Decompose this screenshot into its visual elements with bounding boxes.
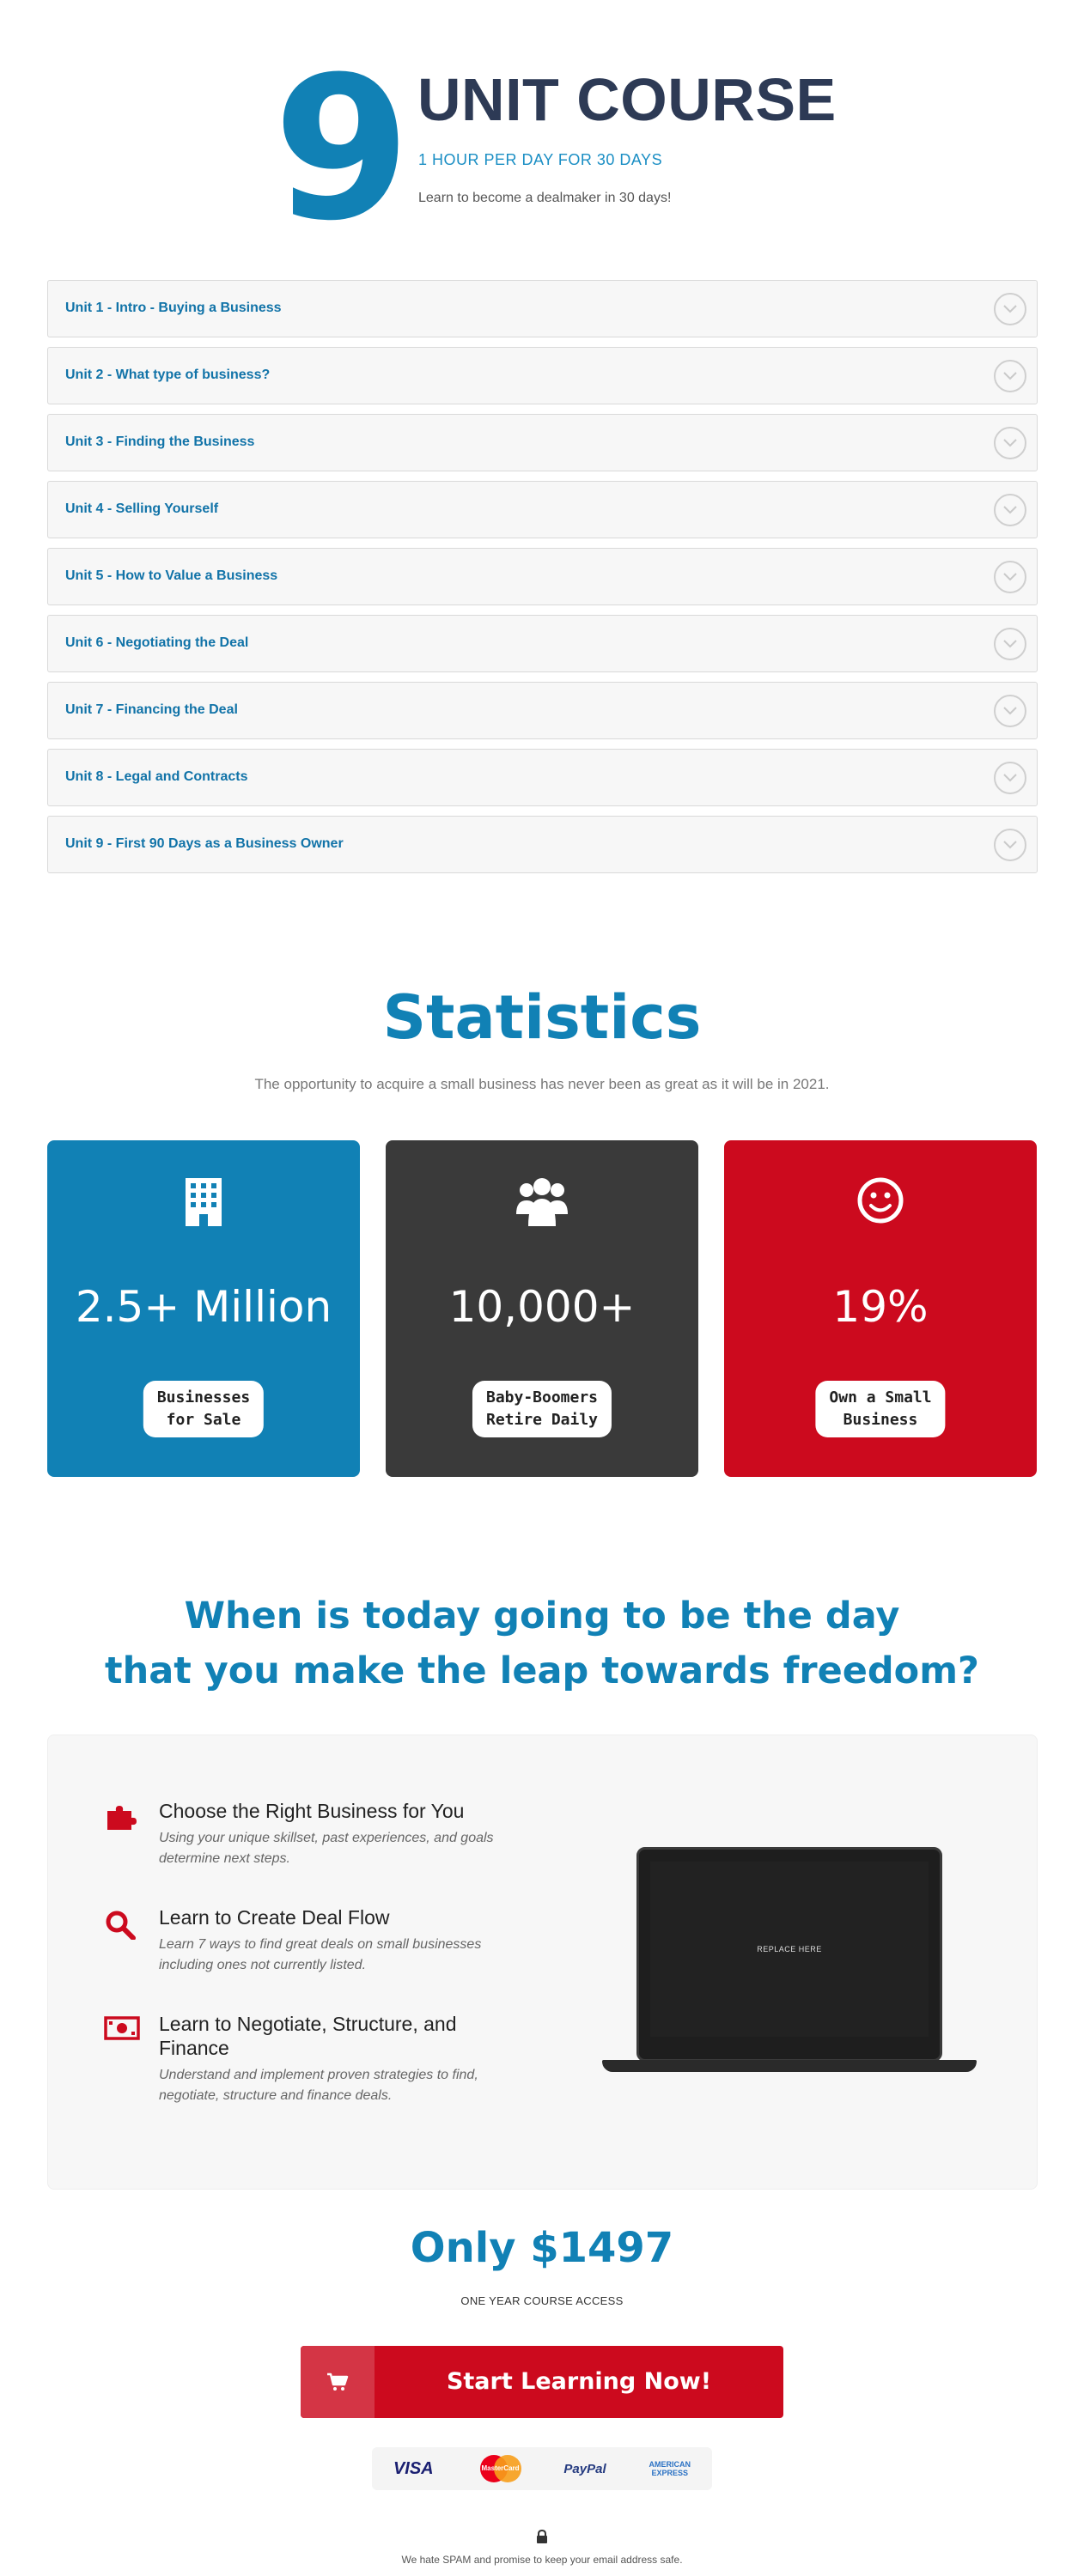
cart-icon	[301, 2346, 375, 2418]
start-learning-label: Start Learning Now!	[446, 2368, 712, 2395]
stat-label: Own a Small Business	[815, 1381, 945, 1437]
laptop-display	[650, 1862, 929, 2037]
unit-item-4[interactable]	[47, 481, 1038, 538]
payment-methods	[372, 2447, 712, 2490]
users-icon	[386, 1176, 698, 1228]
unit-label: Unit 2 - What type of business?	[65, 368, 271, 382]
hero	[0, 35, 1084, 264]
unit-label: Unit 9 - First 90 Days as a Business Owner	[65, 836, 344, 851]
feature-title: Learn to Create Deal Flow	[159, 1906, 390, 1929]
unit-item-9[interactable]	[47, 816, 1038, 873]
unit-label: Unit 5 - How to Value a Business	[65, 568, 278, 583]
stat-card-businesses	[47, 1140, 360, 1477]
feature-text: Learn 7 ways to find great deals on small businesses including ones not currently listed.	[159, 1937, 482, 1972]
statistics-title: Statistics	[382, 982, 702, 1053]
freedom-heading-line2: that you make the leap towards freedom?	[105, 1649, 979, 1692]
paypal-logo: PayPal	[563, 2461, 606, 2476]
mastercard-text: MasterCard	[481, 2464, 520, 2472]
lock-icon	[536, 2530, 548, 2543]
stat-value: 10,000+	[448, 1282, 636, 1332]
feature-deal-flow	[104, 1905, 533, 1974]
unit-label: Unit 6 - Negotiating the Deal	[65, 635, 249, 650]
statistics-subtitle: The opportunity to acquire a small business has never been as great as it will be in 2021.	[254, 1076, 830, 1092]
puzzle-icon	[104, 1802, 138, 1832]
hero-number: 9	[273, 35, 406, 264]
laptop-screen	[636, 1847, 942, 2062]
unit-label: Unit 1 - Intro - Buying a Business	[65, 301, 282, 315]
unit-item-3[interactable]	[47, 414, 1038, 471]
chevron-down-icon[interactable]	[994, 360, 1026, 392]
hero-title: UNIT COURSE	[417, 66, 837, 133]
unit-label: Unit 7 - Financing the Deal	[65, 702, 238, 717]
smile-icon	[724, 1176, 1037, 1228]
unit-label: Unit 8 - Legal and Contracts	[65, 769, 248, 784]
feature-title: Learn to Negotiate, Structure, and Finance	[159, 2013, 457, 2059]
mastercard-logo	[477, 2455, 521, 2482]
unit-item-2[interactable]	[47, 347, 1038, 404]
units-accordion	[47, 280, 1038, 883]
laptop-image	[602, 1847, 977, 2075]
feature-negotiate	[104, 2012, 533, 2106]
chevron-down-icon[interactable]	[994, 695, 1026, 727]
feature-title: Choose the Right Business for You	[159, 1800, 465, 1822]
feature-text: Understand and implement proven strategies to find, negotiate, structure and finance deals.	[159, 2068, 478, 2103]
stat-card-boomers	[386, 1140, 698, 1477]
price: Only $1497	[410, 2224, 674, 2272]
unit-label: Unit 4 - Selling Yourself	[65, 501, 219, 516]
start-learning-button[interactable]	[301, 2346, 783, 2418]
stat-card-small-business	[724, 1140, 1037, 1477]
amex-line2: EXPRESS	[651, 2469, 689, 2477]
unit-item-8[interactable]	[47, 749, 1038, 806]
stat-value: 19%	[832, 1282, 929, 1332]
unit-label: Unit 3 - Finding the Business	[65, 434, 255, 449]
hero-tagline: Learn to become a dealmaker in 30 days!	[418, 191, 672, 205]
freedom-heading-line1: When is today going to be the day	[184, 1595, 900, 1637]
chevron-down-icon[interactable]	[994, 561, 1026, 593]
unit-item-6[interactable]	[47, 615, 1038, 672]
laptop-base	[602, 2060, 977, 2072]
stat-value: 2.5+ Million	[75, 1282, 332, 1332]
feature-text: Using your unique skillset, past experiences, and goals determine next steps.	[159, 1831, 494, 1866]
amex-logo	[649, 2460, 691, 2477]
chevron-down-icon[interactable]	[994, 628, 1026, 660]
freedom-heading	[0, 1589, 1084, 1698]
laptop-placeholder-text: REPLACE HERE	[757, 1945, 822, 1953]
spam-note: We hate SPAM and promise to keep your email address safe.	[401, 2554, 683, 2566]
unit-item-1[interactable]	[47, 280, 1038, 337]
chevron-down-icon[interactable]	[994, 829, 1026, 861]
stat-label: Baby-Boomers Retire Daily	[472, 1381, 612, 1437]
course-access-note: ONE YEAR COURSE ACCESS	[460, 2294, 624, 2307]
unit-item-7[interactable]	[47, 682, 1038, 739]
chevron-down-icon[interactable]	[994, 427, 1026, 459]
search-icon	[104, 1909, 138, 1938]
money-icon	[104, 2015, 138, 2044]
chevron-down-icon[interactable]	[994, 494, 1026, 526]
amex-line1: AMERICAN	[649, 2460, 691, 2469]
hero-subtitle: 1 HOUR PER DAY FOR 30 DAYS	[418, 151, 663, 168]
unit-item-5[interactable]	[47, 548, 1038, 605]
chevron-down-icon[interactable]	[994, 762, 1026, 794]
chevron-down-icon[interactable]	[994, 293, 1026, 325]
feature-choose-business	[104, 1799, 533, 1868]
building-icon	[47, 1176, 360, 1228]
visa-logo: VISA	[393, 2458, 434, 2478]
features-panel	[47, 1735, 1038, 2190]
stat-label: Businesses for Sale	[143, 1381, 264, 1437]
